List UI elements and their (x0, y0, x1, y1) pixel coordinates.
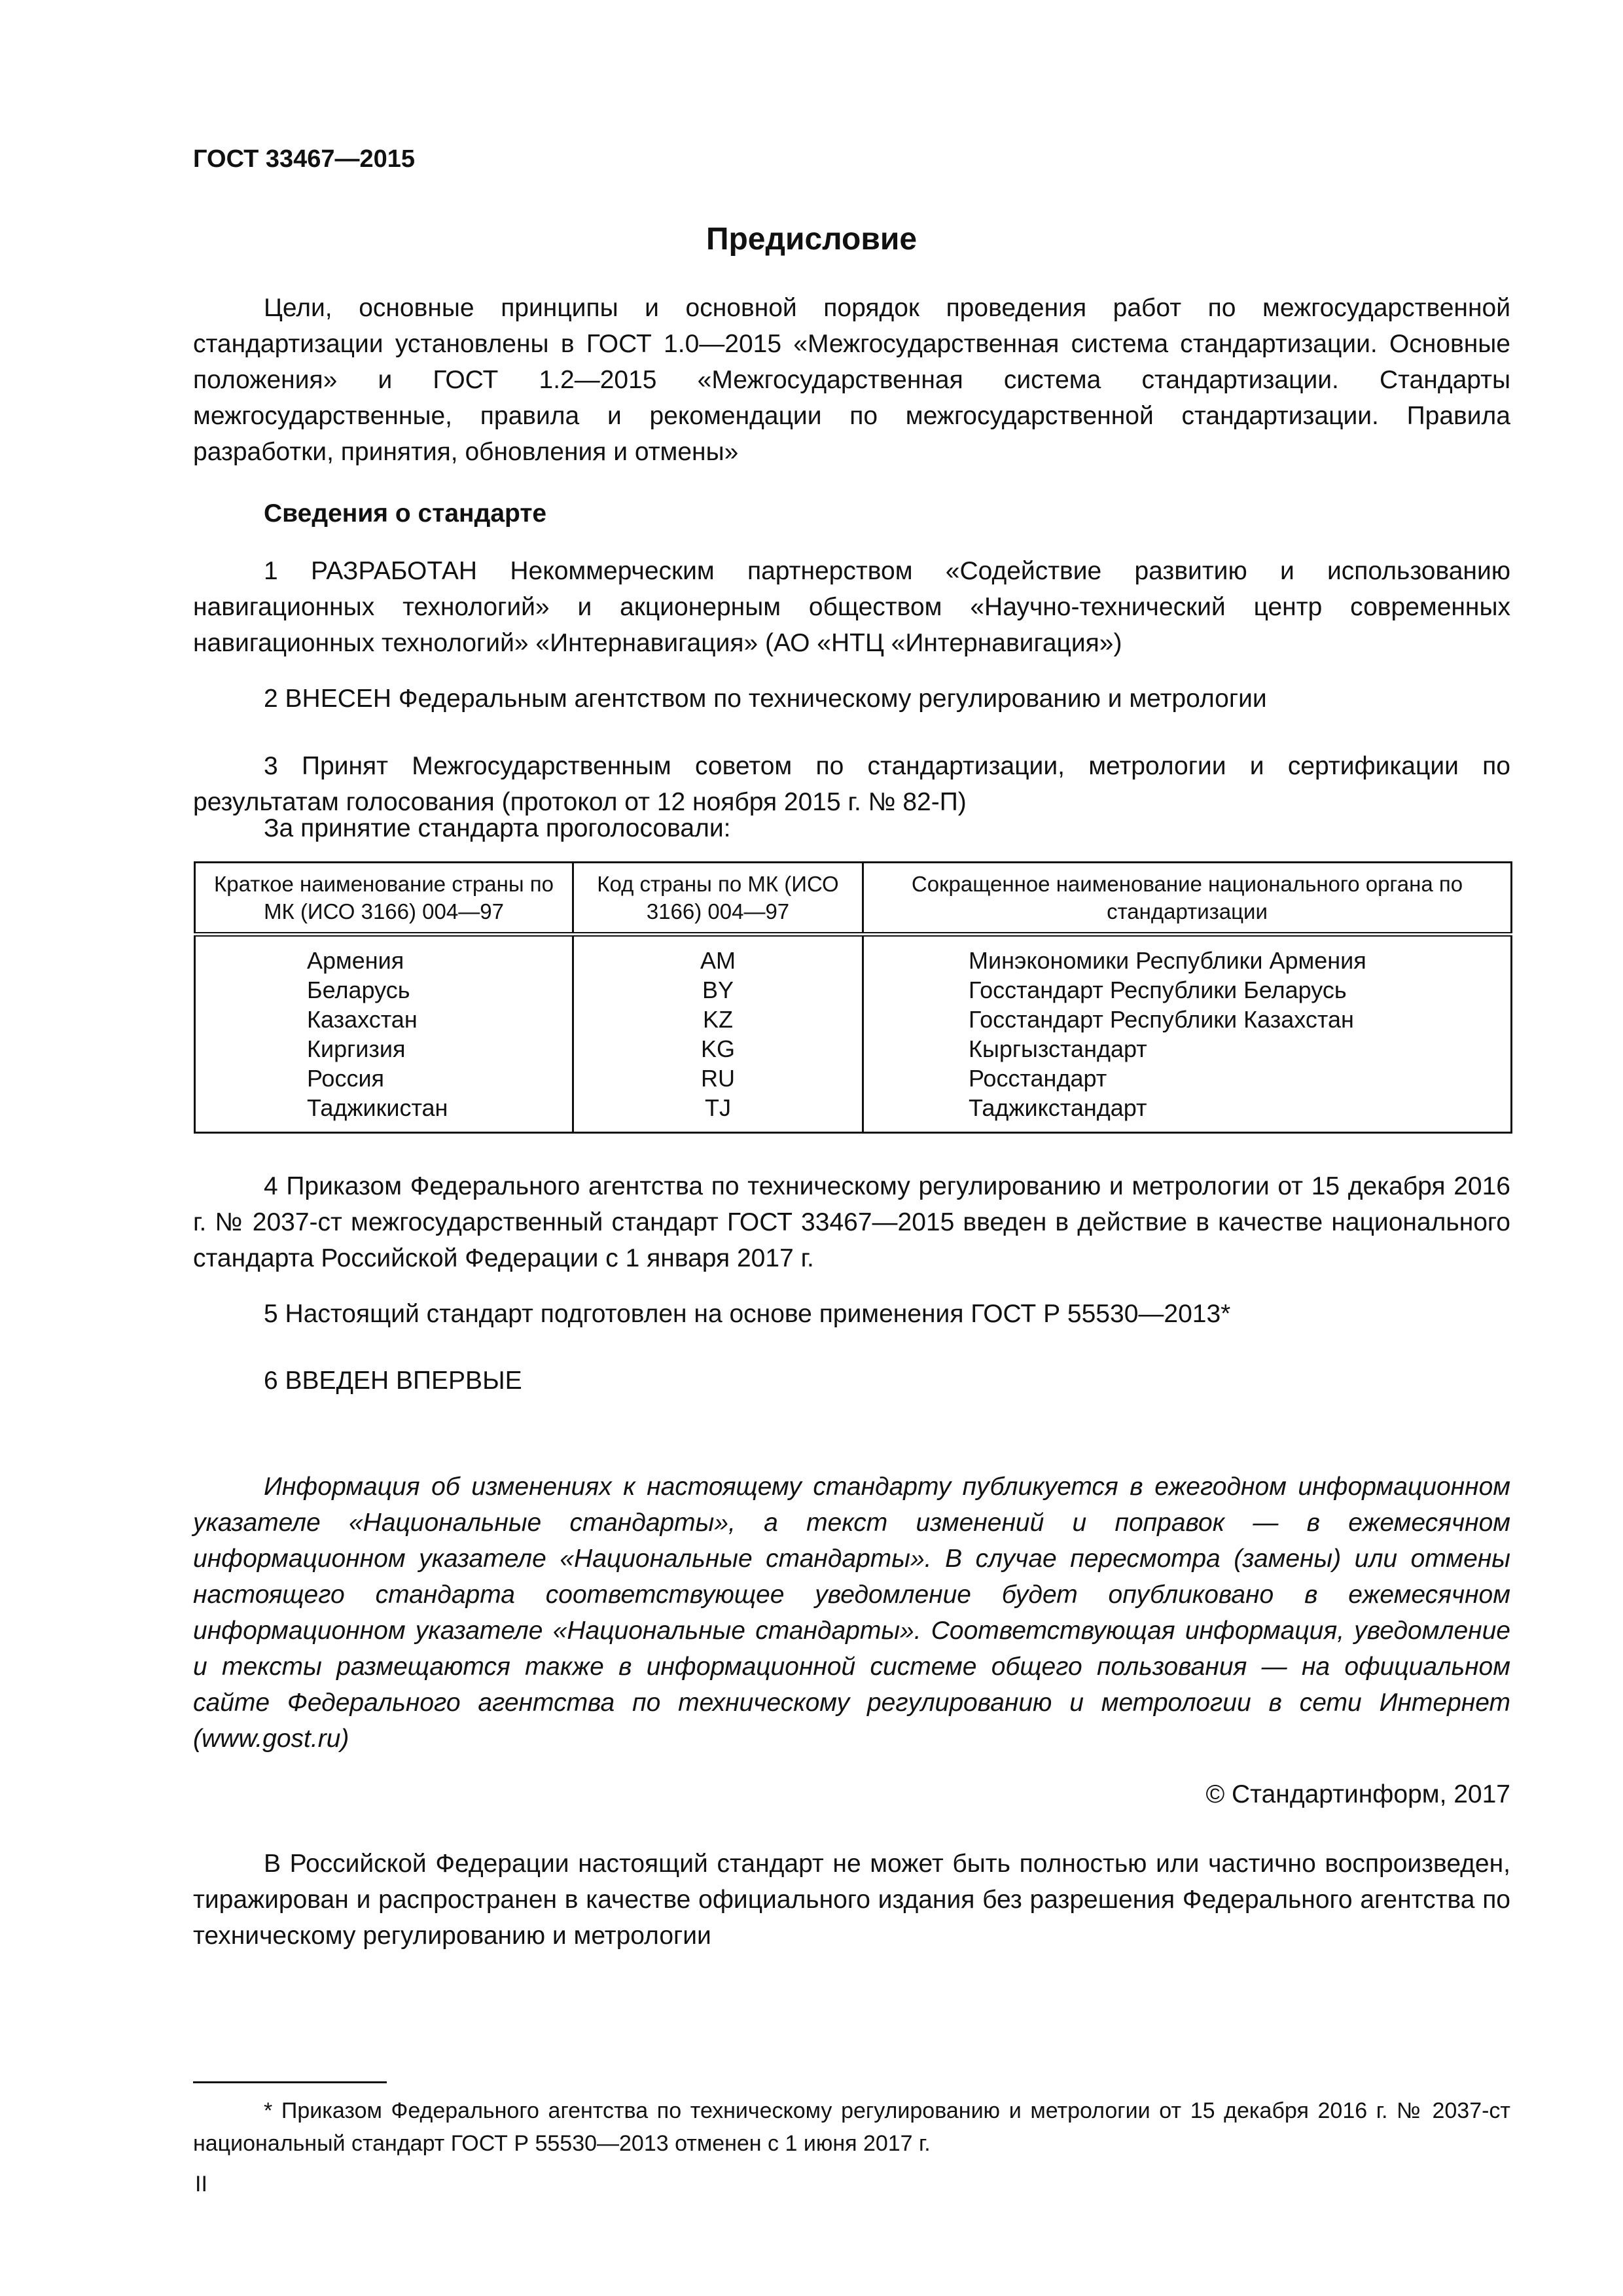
table-row (195, 1005, 1512, 1034)
item-adopted: 3 Принят Межгосударственным советом по стандартизации, метрологии и сертификации по результатам голосования (протокол от 12 ноября 2015 г. № 82-П) (193, 752, 1510, 816)
page-number: II (195, 2172, 207, 2197)
standards-body: Таджикстандарт (863, 1093, 1512, 1133)
country-code: KZ (573, 1005, 863, 1034)
country-code: KG (573, 1034, 863, 1064)
country-name: Киргизия (195, 1034, 573, 1064)
footnote: * Приказом Федерального агентства по техническому регулированию и метрологии от 15 декабря 2016 г. № 2037-ст национальный стандарт ГОСТ Р 55530—2013 отменен с 1 июня 2017 г. (193, 2098, 1510, 2156)
item-enacted: 4 Приказом Федерального агентства по техническому регулированию и метрологии от 15 декабря 2016 г. № 2037-ст межгосударственный стандарт ГОСТ 33467—2015 введен в действие в качестве национального стандарта Российской Федерации с 1 января 2017 г. (193, 1172, 1510, 1272)
standards-body: Госстандарт Республики Казахстан (863, 1005, 1512, 1034)
item-submitted: 2 ВНЕСЕН Федеральным агентством по техническому регулированию и метрологии (264, 685, 1267, 713)
page-title: Предисловие (705, 222, 918, 257)
voting-countries-table (194, 861, 1512, 1134)
country-code: BY (573, 975, 863, 1005)
country-name: Казахстан (195, 1005, 573, 1034)
standards-body: Кыргызстандарт (863, 1034, 1512, 1064)
country-code: RU (573, 1064, 863, 1093)
column-header-code: Код страны по МК (ИСО 3166) 004—97 (573, 863, 863, 935)
column-header-country: Краткое наименование страны по МК (ИСО 3166) 004—97 (195, 863, 573, 935)
table-row (195, 1034, 1512, 1064)
changes-notice: Информация об изменениях к настоящему стандарту публикуется в ежегодном информационном указателе «Национальные стандарты», а текст изменений и поправок — в ежемесячном информационном указателе «Национальные стандарты». В случае пересмотра (замены) или отмены настоящего стандарта соответствующее уведомление будет опубликовано в ежемесячном информационном указателе «Национальные стандарты». Соответствующая информация, уведомление и тексты размещаются также в информационной системе общего пользования — на официальном сайте Федерального агентства по техническому регулированию и метрологии в сети Интернет (www.gost.ru) (193, 1473, 1510, 1753)
reproduction-rights: В Российской Федерации настоящий стандарт не может быть полностью или частично воспроизведен, тиражирован и распространен в качестве официального издания без разрешения Федерального агентства по техническому регулированию и метрологии (193, 1850, 1510, 1950)
intro-paragraph: Цели, основные принципы и основной порядок проведения работ по межгосударственной стандартизации установлены в ГОСТ 1.0—2015 «Межгосударственная система стандартизации. Основные положения» и ГОСТ 1.2—2015 «Межгосударственная система стандартизации. Стандарты межгосударственные, правила и рекомендации по межгосударственной стандартизации. Правила разработки, принятия, обновления и отмены» (193, 294, 1510, 466)
item-first-introduced: 6 ВВЕДЕН ВПЕРВЫЕ (264, 1367, 522, 1395)
country-name: Россия (195, 1064, 573, 1093)
votes-caption: За принятие стандарта проголосовали: (264, 814, 731, 842)
footnote-separator (193, 2081, 387, 2083)
standards-body: Минэкономики Республики Армения (863, 935, 1512, 976)
country-code: AM (573, 935, 863, 976)
table-row (195, 1093, 1512, 1133)
standards-body: Росстандарт (863, 1064, 1512, 1093)
document-id: ГОСТ 33467—2015 (193, 145, 416, 173)
table-row (195, 935, 1512, 976)
country-code: TJ (573, 1093, 863, 1133)
table-row (195, 975, 1512, 1005)
table-row (195, 1064, 1512, 1093)
item-developed: 1 РАЗРАБОТАН Некоммерческим партнерством «Содействие развитию и использованию навигационных технологий» и акционерным обществом «Научно-технический центр современных навигационных технологий» «Интернавигация» (АО «НТЦ «Интернавигация») (193, 557, 1510, 657)
column-header-agency: Сокращенное наименование национального органа по стандартизации (863, 863, 1512, 935)
item-based-on: 5 Настоящий стандарт подготовлен на основе применения ГОСТ Р 55530—2013* (264, 1300, 1231, 1328)
country-name: Беларусь (195, 975, 573, 1005)
country-name: Армения (195, 935, 573, 976)
info-heading: Сведения о стандарте (264, 499, 547, 528)
country-name: Таджикистан (195, 1093, 573, 1133)
copyright-line: © Стандартинформ, 2017 (1205, 1780, 1510, 1808)
standards-body: Госстандарт Республики Беларусь (863, 975, 1512, 1005)
table-header-row (195, 863, 1512, 935)
